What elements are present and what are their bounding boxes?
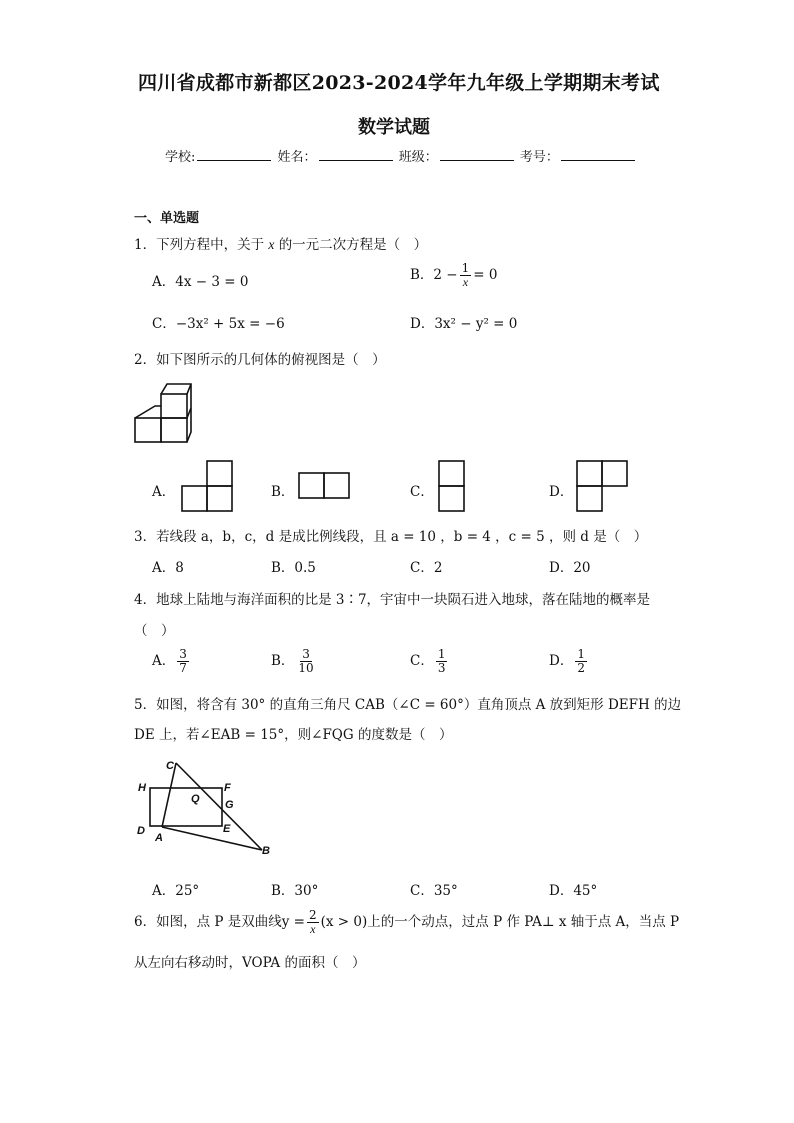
q1-option-d[interactable]: D．3x² − y² = 0 <box>410 316 518 332</box>
q1-option-a-expr: 4x − 3 = 0 <box>175 274 249 290</box>
q1-option-c[interactable]: C．−3x² + 5x = −6 <box>152 316 285 332</box>
question-5-stem-line2: DE 上，若∠EAB = 15°，则∠FQG 的度数是（ ） <box>134 727 453 743</box>
q6-function-fraction: $\frac{2}{x}$ <box>309 908 317 936</box>
q2-option-a-view <box>181 460 233 512</box>
label-b: B <box>262 845 270 857</box>
q6-function-lhs: y = <box>281 914 305 930</box>
exam-number-label: 考号： <box>519 150 559 165</box>
q5-option-a[interactable]: A．25° <box>152 883 200 899</box>
question-6-stem-line2: 从左向右移动时，VOPA 的面积（ ） <box>134 955 366 971</box>
q5-figure <box>130 755 280 860</box>
label-q: Q <box>191 793 200 805</box>
q4-option-b[interactable]: B． $\frac{3}{10}$ <box>271 647 314 675</box>
q6-function-domain: (x > 0) <box>320 914 368 930</box>
q2-option-b[interactable]: B． <box>271 484 295 500</box>
question-5-stem-line1: 5．如图，将含有 30° 的直角三角尺 CAB（∠C = 60°）直角顶点 A 放到矩形 DEFH 的边 <box>134 697 682 713</box>
question-3-stem: 3．若线段 a，b，c，d 是成比例线段，且 a = 10 ，b = 4 ，c = 5 ，则 d 是（ ） <box>134 529 648 545</box>
name-blank[interactable] <box>319 148 393 161</box>
label-e: E <box>223 823 231 835</box>
question-1-stem <box>134 233 427 253</box>
section-heading: 一、单选题 <box>134 211 200 226</box>
question-4-stem-line2: （ ） <box>134 623 175 639</box>
label-a: A <box>155 832 163 844</box>
q1-stem-prefix: 1．下列方程中，关于 <box>134 237 265 253</box>
q1-option-b[interactable]: B．2 − $\frac{1}{x}$ = 0 <box>410 261 498 289</box>
page-subtitle: 数学试题 <box>358 117 430 138</box>
q3-option-a[interactable]: A．8 <box>152 560 184 576</box>
q6-stem-pre: 6．如图，点 P 是双曲线 <box>134 914 282 930</box>
q2-option-c[interactable]: C． <box>410 484 434 500</box>
label-d: D <box>137 825 145 837</box>
q3-option-c[interactable]: C．2 <box>410 560 443 576</box>
q4-option-c[interactable]: C． $\frac{1}{3}$ <box>410 647 446 675</box>
q6-stem-post: 上的一个动点，过点 P 作 PA⊥ x 轴于点 A，当点 P <box>367 914 680 930</box>
q5-option-c[interactable]: C．35° <box>410 883 458 899</box>
q5-option-d[interactable]: D．45° <box>549 883 598 899</box>
q4-option-a[interactable]: A． $\frac{3}{7}$ <box>152 647 187 675</box>
q1-option-c-expr: −3x² + 5x = −6 <box>175 316 285 332</box>
q1-stem-suffix: 的一元二次方程是（ ） <box>278 237 428 253</box>
q2-option-c-view <box>438 460 466 512</box>
label-f: F <box>224 782 231 794</box>
q1-option-b-fraction: $\frac{1}{x}$ <box>461 261 470 289</box>
q1-option-a[interactable]: A．4x − 3 = 0 <box>152 274 249 290</box>
q1-stem-var: x <box>268 237 275 252</box>
q2-option-d-view <box>576 460 630 512</box>
q2-solid-figure <box>135 384 191 444</box>
q2-option-d[interactable]: D． <box>549 484 574 500</box>
class-label: 班级： <box>398 150 438 165</box>
q2-option-b-view <box>298 472 350 500</box>
name-label: 姓名： <box>277 150 317 165</box>
label-c: C <box>166 760 174 772</box>
exam-number-blank[interactable] <box>561 148 635 161</box>
label-h: H <box>138 782 146 794</box>
rectangle-dfeh <box>150 788 222 826</box>
q5-option-b[interactable]: B．30° <box>271 883 319 899</box>
student-info-row <box>165 146 637 165</box>
q1-option-b-pre: 2 − <box>433 267 458 283</box>
q2-option-a[interactable]: A． <box>152 484 176 500</box>
q3-option-b[interactable]: B．0.5 <box>271 560 316 576</box>
q4-option-d[interactable]: D． $\frac{1}{2}$ <box>549 647 585 675</box>
school-label: 学校: <box>165 150 196 165</box>
school-blank[interactable] <box>197 148 271 161</box>
q3-option-d[interactable]: D．20 <box>549 560 591 576</box>
page-title: 四川省成都市新都区2023-2024学年九年级上学期期末考试 <box>138 72 660 94</box>
question-2-stem: 2．如下图所示的几何体的俯视图是（ ） <box>134 352 386 368</box>
question-4-stem-line1: 4．地球上陆地与海洋面积的比是 3∶7，宇宙中一块陨石进入地球，落在陆地的概率是 <box>134 592 651 608</box>
label-g: G <box>225 799 234 811</box>
class-blank[interactable] <box>440 148 514 161</box>
question-6-stem-line1 <box>134 909 679 936</box>
q1-option-d-expr: 3x² − y² = 0 <box>434 316 518 332</box>
q1-option-b-post: = 0 <box>473 267 498 283</box>
